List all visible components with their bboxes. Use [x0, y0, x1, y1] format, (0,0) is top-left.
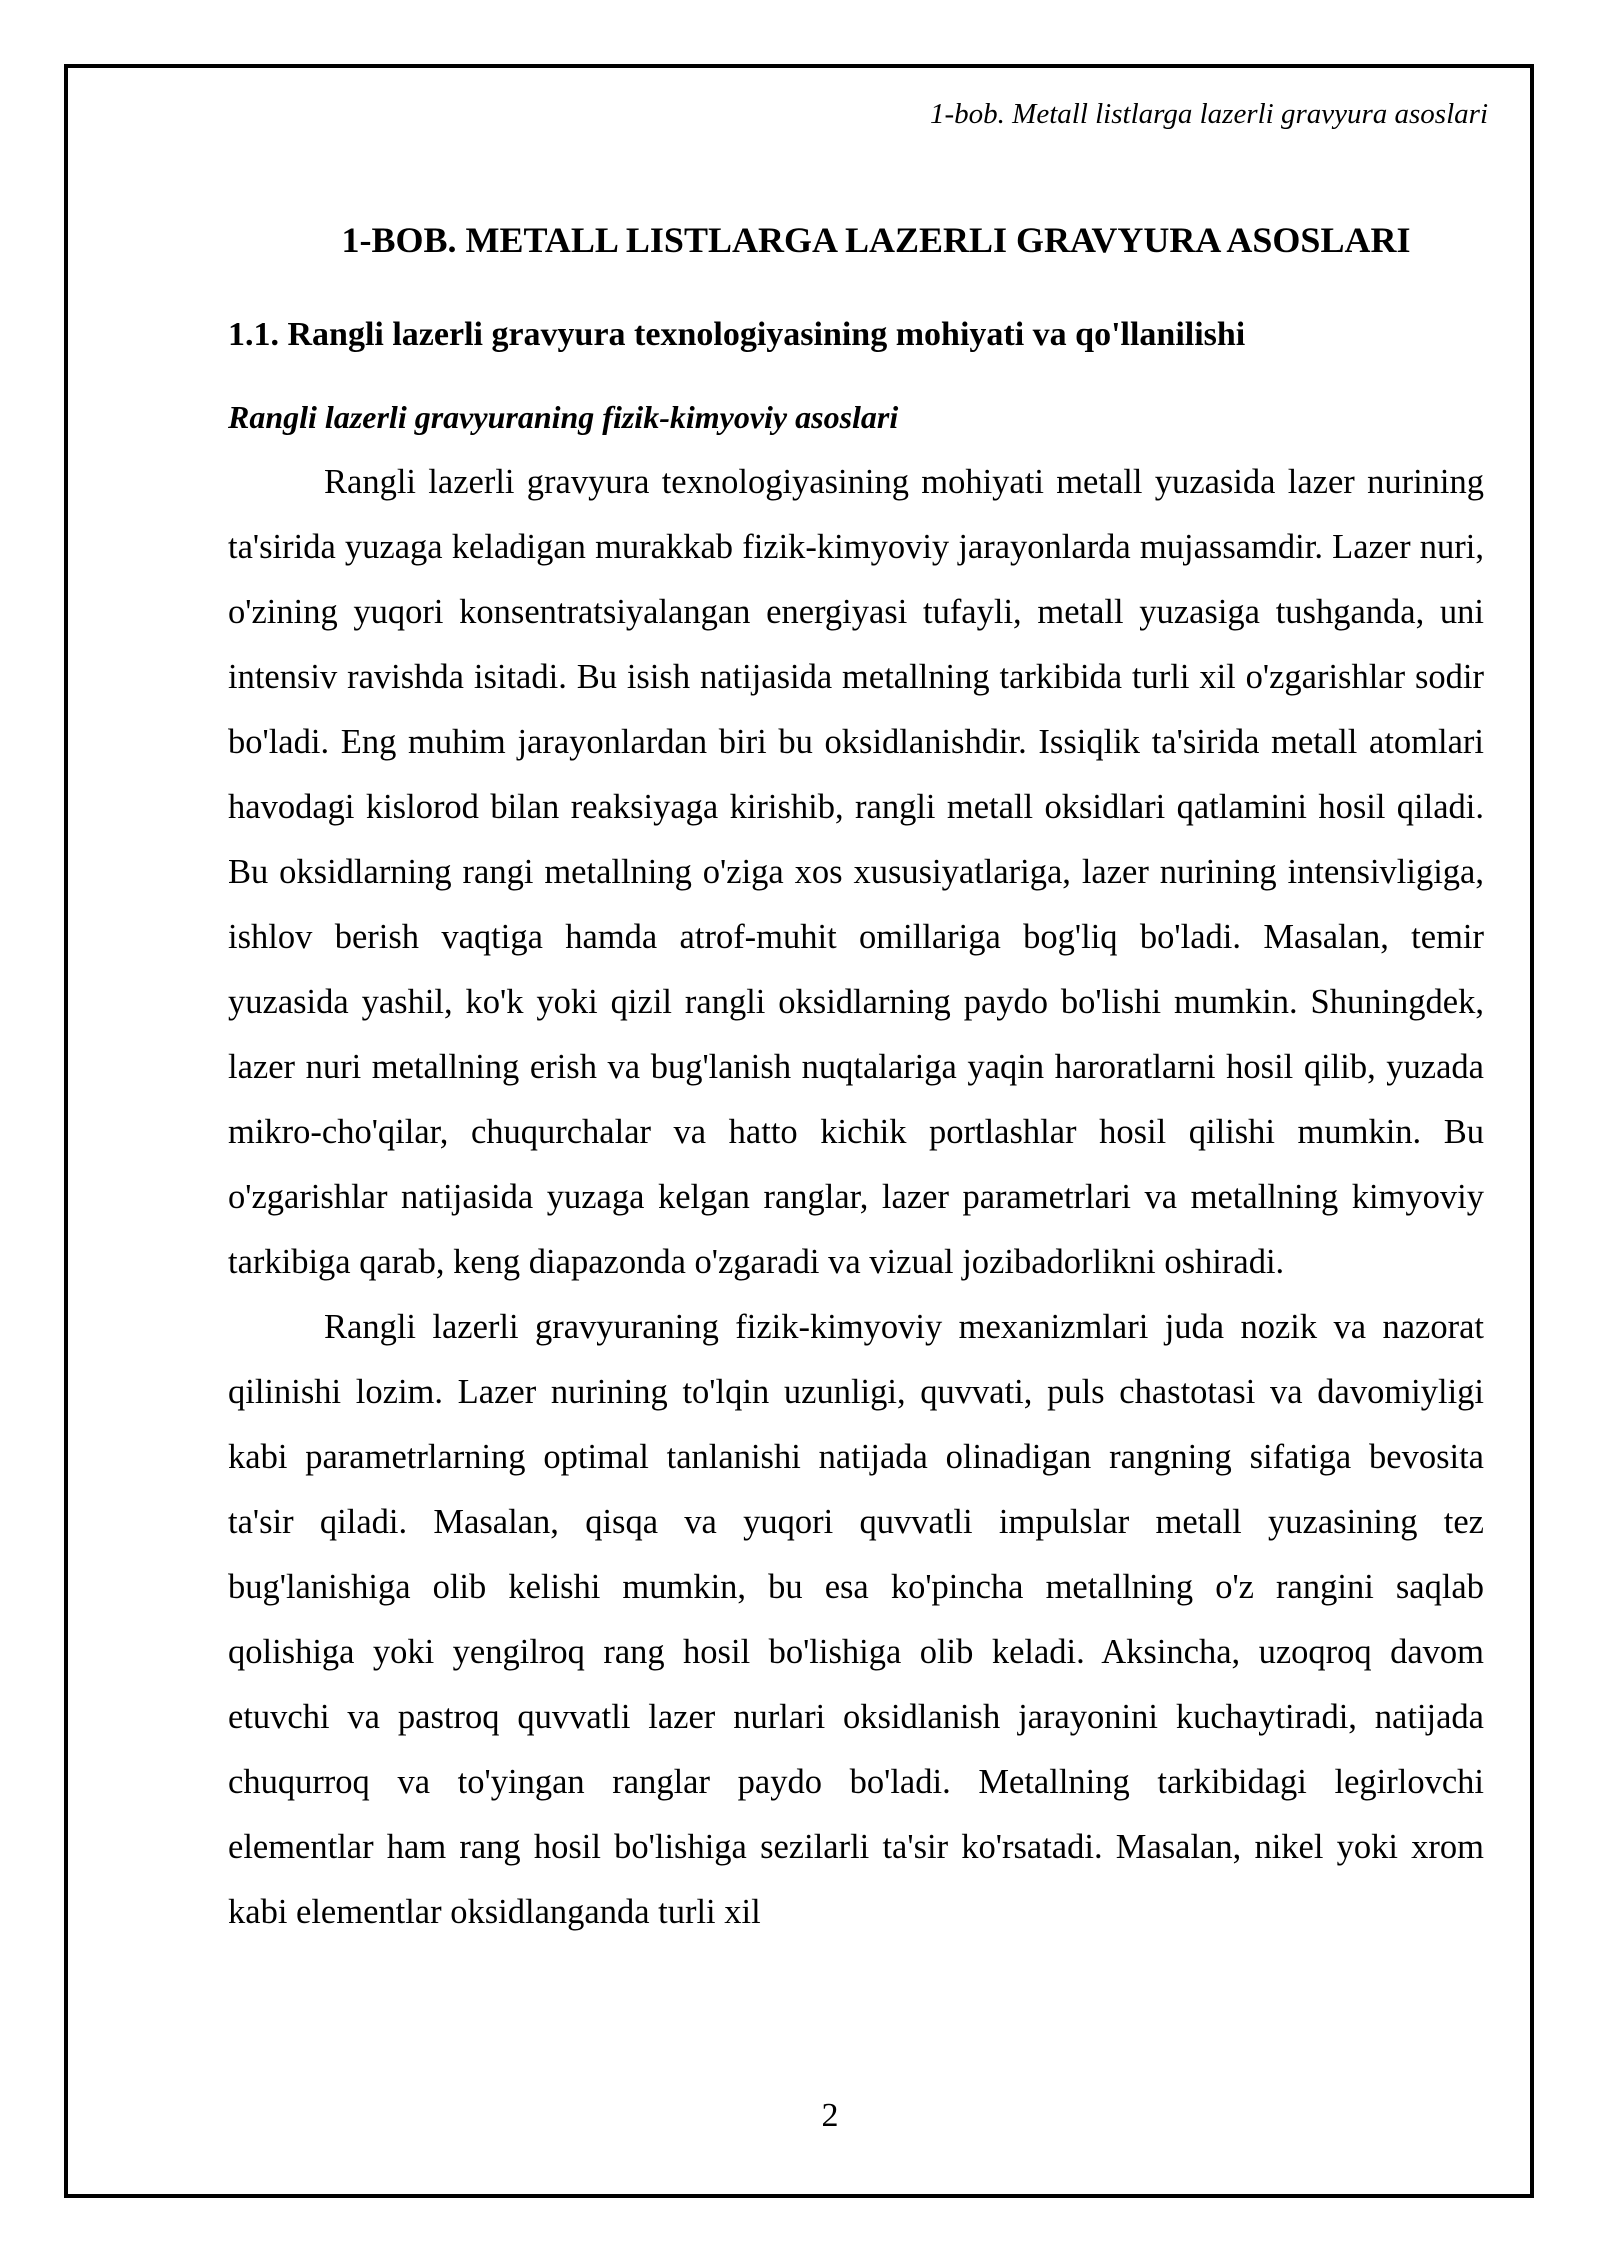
body-paragraph: Rangli lazerli gravyuraning fizik-kimyoviy mexanizmlari juda nozik va nazorat qilinishi lozim. Lazer nurining to'lqin uzunligi, quvvati, puls chastotasi va davomiyligi kabi parametrlarning optimal tanlanishi natijada olinadigan rangning sifatiga bevosita ta'sir qiladi. Masalan, qisqa va yuqori quvvatli impulslar metall yuzasining tez bug'lanishiga olib kelishi mumkin, bu esa ko'pincha metallning o'z rangini saqlab qolishiga yoki yengilroq rang hosil bo'lishiga olib keladi. Aksincha, uzoqroq davom etuvchi va pastroq quvvatli lazer nurlari oksidlanish jarayonini kuchaytiradi, natijada chuqurroq va to'yingan ranglar paydo bo'ladi. Metallning tarkibidagi legirlovchi elementlar ham rang hosil bo'lishiga sezilarli ta'sir ko'rsatadi. Masalan, nikel yoki xrom kabi elementlar oksidlanganda turli xil — [228, 1308, 1484, 1931]
body-paragraph: Rangli lazerli gravyura texnologiyasining mohiyati metall yuzasida lazer nurining ta'sirida yuzaga keladigan murakkab fizik-kimyoviy jarayonlarda mujassamdir. Lazer nuri, o'zining yuqori konsentratsiyalangan energiyasi tufayli, metall yuzasiga tushganda, uni intensiv ravishda isitadi. Bu isish natijasida metallning tarkibida turli xil o'zgarishlar sodir bo'ladi. Eng muhim jarayonlardan biri bu oksidlanishdir. Issiqlik ta'sirida metall atomlari havodagi kislorod bilan reaksiyaga kirishib, rangli metall oksidlari qatlamini hosil qiladi. Bu oksidlarning rangi metallning o'ziga xos xususiyatlariga, lazer nurining intensivligiga, ishlov berish vaqtiga hamda atrof-muhit omillariga bog'liq bo'ladi. Masalan, temir yuzasida yashil, ko'k yoki qizil rangli oksidlarning paydo bo'lishi mumkin. Shuningdek, lazer nuri metallning erish va bug'lanish nuqtalariga yaqin haroratlarni hosil qilib, yuzada mikro-cho'qilar, chuqurchalar va hatto kichik portlashlar hosil qilishi mumkin. Bu o'zgarishlar natijasida yuzaga kelgan ranglar, lazer parametrlari va metallning kimyoviy tarkibiga qarab, keng diapazonda o'zgaradi va vizual jozibadorlikni oshiradi. — [228, 463, 1484, 1281]
document-body — [228, 210, 1484, 1945]
running-header: 1-bob. Metall listlarga lazerli gravyura asoslari — [930, 98, 1488, 130]
page-number: 2 — [821, 2097, 839, 2134]
subsection-title: Rangli lazerli gravyuraning fizik-kimyoviy asoslari — [228, 399, 899, 435]
chapter-title: 1-BOB. METALL LISTLARGA LAZERLI GRAVYURA ASOSLARI — [341, 220, 1411, 260]
section-title: 1.1. Rangli lazerli gravyura texnologiyasining mohiyati va qo'llanilishi — [228, 316, 1246, 353]
